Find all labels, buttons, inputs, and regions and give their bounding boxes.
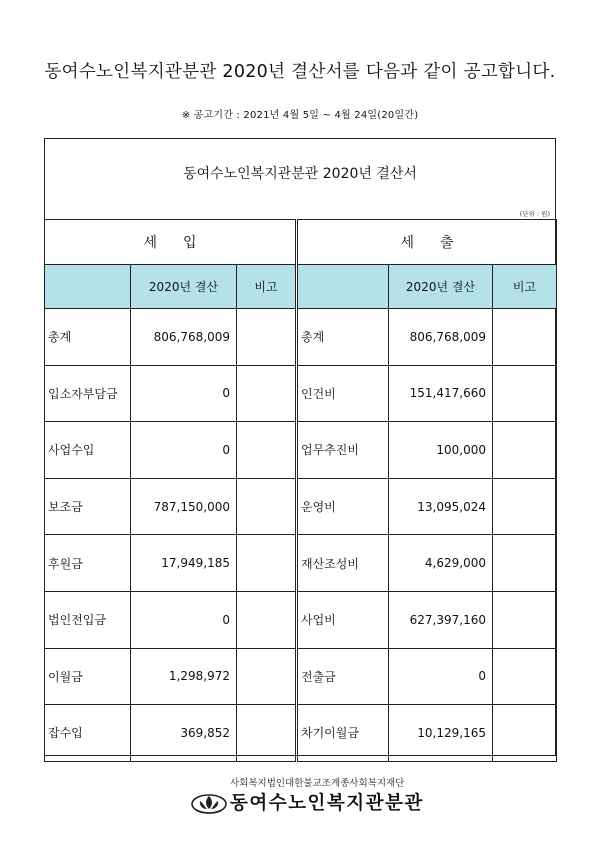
income-amount-cell: 787,150,000	[131, 478, 237, 535]
expense-amount-cell: 806,768,009	[389, 309, 493, 366]
income-item-cell: 총계	[45, 309, 131, 366]
income-item-cell: 잡수입	[45, 705, 131, 762]
income-remark-cell	[237, 535, 297, 592]
income-remark-cell	[237, 478, 297, 535]
expense-item-cell: 업무추진비	[297, 422, 389, 479]
income-item-cell: 입소자부담금	[45, 365, 131, 422]
expense-amount-cell: 13,095,024	[389, 478, 493, 535]
table-row	[45, 422, 557, 479]
sheet-title: 동여수노인복지관분관 2020년 결산서	[183, 166, 417, 182]
settlement-table	[44, 219, 557, 762]
income-amount-cell: 17,949,185	[131, 535, 237, 592]
lotus-emblem-icon	[190, 790, 228, 816]
expense-amount-cell: 10,129,165	[389, 705, 493, 762]
income-item-cell: 보조금	[45, 478, 131, 535]
expense-item-cell: 사업비	[297, 591, 389, 648]
income-amount-cell: 369,852	[131, 705, 237, 762]
expense-amount-cell: 100,000	[389, 422, 493, 479]
table-row	[45, 365, 557, 422]
expense-item-cell: 재산조성비	[297, 535, 389, 592]
income-remark-cell	[237, 591, 297, 648]
table-row	[45, 478, 557, 535]
income-amount-cell: 1,298,972	[131, 648, 237, 705]
expense-remark-cell	[493, 478, 557, 535]
column-header-row	[45, 265, 557, 309]
expense-item-cell: 차기이월금	[297, 705, 389, 762]
table-row	[45, 705, 557, 762]
expense-amount-cell: 0	[389, 648, 493, 705]
income-item-cell: 후원금	[45, 535, 131, 592]
income-item-cell: 법인전입금	[45, 591, 131, 648]
table-row	[45, 535, 557, 592]
income-remark-cell	[237, 705, 297, 762]
income-amount-cell: 806,768,009	[131, 309, 237, 366]
expense-section-header	[297, 220, 557, 265]
expense-item-cell: 총계	[297, 309, 389, 366]
income-settlement-header: 2020년 결산	[131, 265, 237, 309]
expense-remark-cell	[493, 648, 557, 705]
income-item-cell: 이월금	[45, 648, 131, 705]
income-remark-cell	[237, 309, 297, 366]
section-header-row	[45, 220, 557, 265]
income-amount-cell: 0	[131, 422, 237, 479]
income-item-header	[45, 265, 131, 309]
income-item-cell: 사업수입	[45, 422, 131, 479]
expense-item-cell: 운영비	[297, 478, 389, 535]
income-remark-cell	[237, 365, 297, 422]
expense-amount-cell: 627,397,160	[389, 591, 493, 648]
expense-remark-cell	[493, 591, 557, 648]
table-row	[45, 309, 557, 366]
expense-remark-header: 비고	[493, 265, 557, 309]
expense-remark-cell	[493, 705, 557, 762]
footer	[190, 775, 450, 825]
income-amount-cell: 0	[131, 591, 237, 648]
notice-period: ※ 공고기간 : 2021년 4월 5일 ~ 4월 24일(20일간)	[181, 110, 419, 121]
expense-remark-cell	[493, 309, 557, 366]
income-remark-cell	[237, 648, 297, 705]
foundation-name: 사회복지법인대한불교조계종사회복지재단	[230, 778, 405, 789]
expense-item-header	[297, 265, 389, 309]
income-amount-cell: 0	[131, 365, 237, 422]
notice-headline: 동여수노인복지관분관 2020년 결산서를 다음과 같이 공고합니다.	[44, 62, 556, 82]
expense-remark-cell	[493, 535, 557, 592]
expense-section-label: 세출	[400, 235, 480, 251]
income-section-label: 세입	[143, 235, 223, 251]
income-remark-cell	[237, 422, 297, 479]
expense-amount-cell: 4,629,000	[389, 535, 493, 592]
settlement-sheet	[44, 138, 556, 756]
expense-item-cell: 인건비	[297, 365, 389, 422]
table-row	[45, 591, 557, 648]
expense-remark-cell	[493, 422, 557, 479]
table-row	[45, 648, 557, 705]
unit-note: (단위 : 원)	[519, 210, 550, 218]
expense-remark-cell	[493, 365, 557, 422]
income-remark-header: 비고	[237, 265, 297, 309]
organization-name: 동여수노인복지관분관	[230, 793, 424, 814]
expense-item-cell: 전출금	[297, 648, 389, 705]
expense-amount-cell: 151,417,660	[389, 365, 493, 422]
expense-settlement-header: 2020년 결산	[389, 265, 493, 309]
income-section-header	[45, 220, 297, 265]
